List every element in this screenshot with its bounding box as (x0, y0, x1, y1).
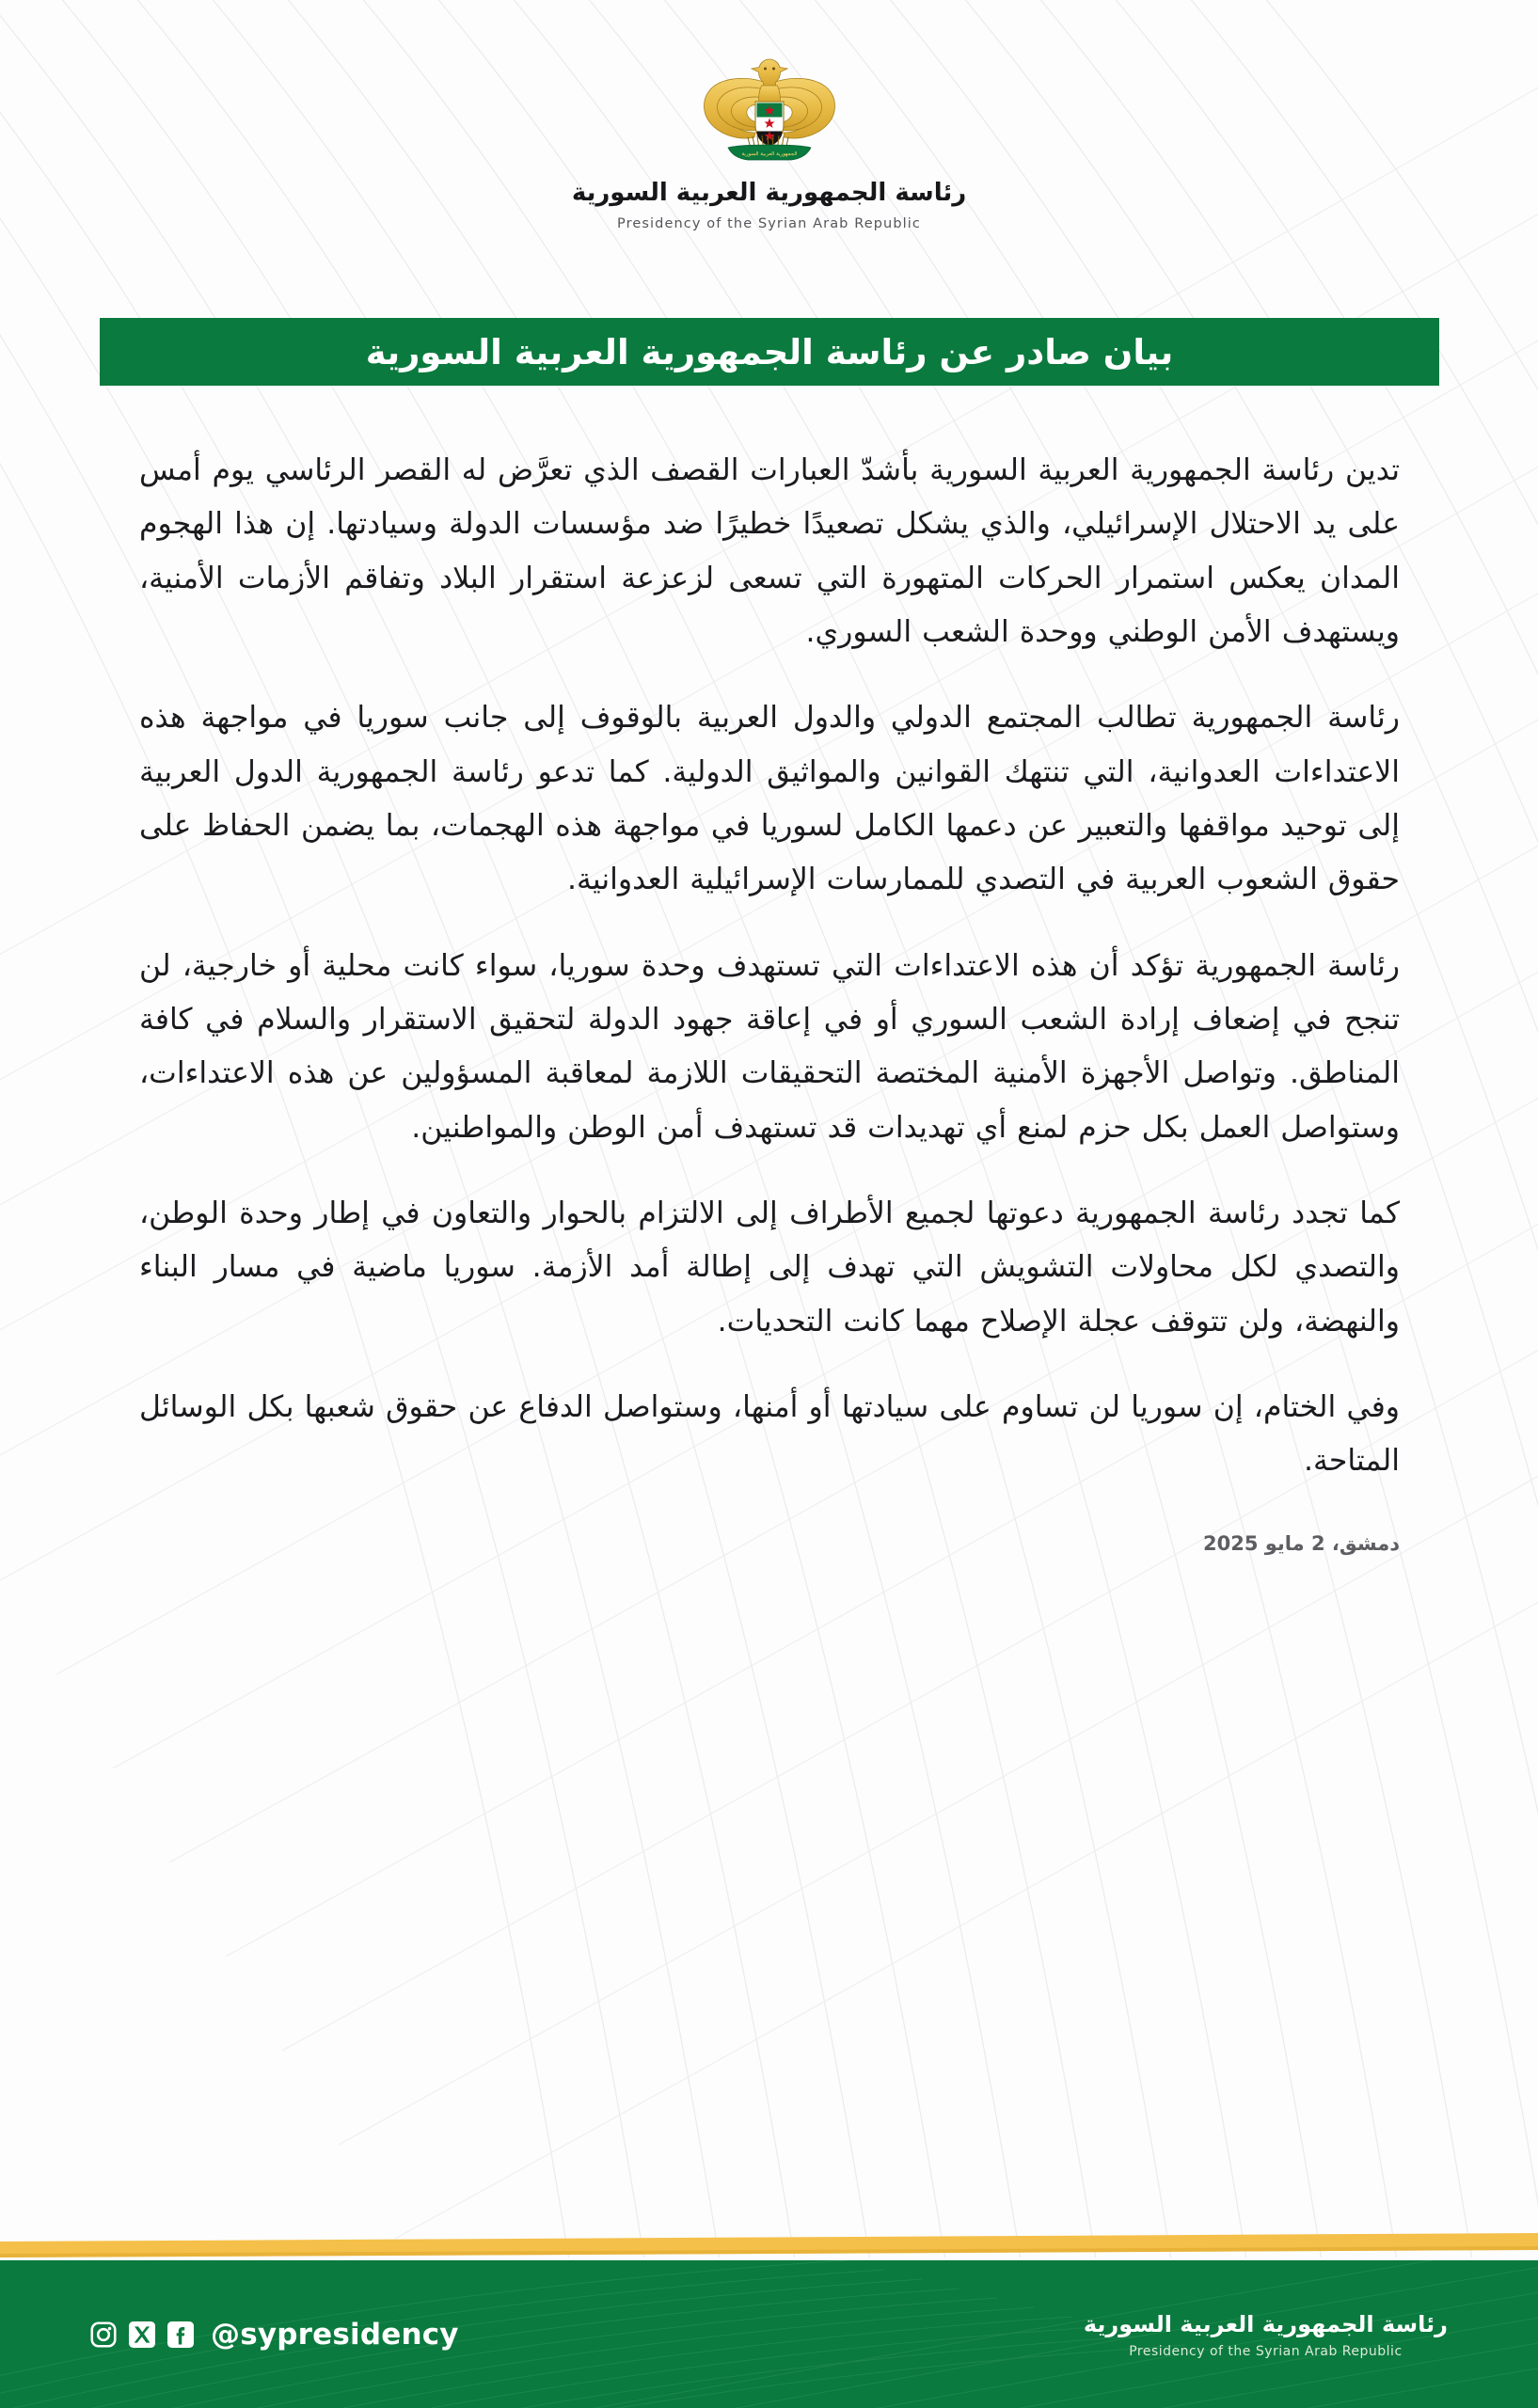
statement-title: بيان صادر عن رئاسة الجمهورية العربية السورية (365, 331, 1174, 372)
masthead-title-en: Presidency of the Syrian Arab Republic (617, 216, 921, 232)
statement-dateline: دمشق، 2 مايو 2025 (1202, 1531, 1400, 1555)
statement-body (139, 444, 1400, 1555)
masthead-title-ar: رئاسة الجمهورية العربية السورية (571, 179, 967, 207)
statement-paragraph: رئاسة الجمهورية تطالب المجتمع الدولي والدول العربية بالوقوف إلى جانب سوريا في مواجهة هذه الاعتداءات العدوانية، التي تنتهك القوانين والمواثيق الدولية. كما تدعو رئاسة الجمهورية الدول العربية إلى توحيد مواقفها والتعبير عن دعمها الكامل لسوريا في مواجهة هذه الهجمات، بما يضمن الحفاظ على حقوق الشعوب العربية في التصدي للممارسات الإسرائيلية العدوانية. (139, 701, 1400, 897)
footer (0, 2260, 1538, 2408)
social-links[interactable] (90, 2318, 459, 2352)
statement-paragraph: وفي الختام، إن سوريا لن تساوم على سيادتها أو أمنها، وستواصل الدفاع عن حقوق شعبها بكل الوسائل المتاحة. (139, 1389, 1400, 1479)
footer-area (0, 2229, 1538, 2408)
footer-brand-en: Presidency of the Syrian Arab Republic (1129, 2343, 1403, 2359)
statement-paragraph: كما تجدد رئاسة الجمهورية دعوتها لجميع الأطراف إلى الالتزام بالحوار والتعاون في إطار وحدة الوطن، والتصدي لكل محاولات التشويش التي تهدف إلى إطالة أمد الأزمة. سوريا ماضية في مسار البناء والنهضة، ولن تتوقف عجلة الإصلاح مهما كانت التحديات. (139, 1196, 1400, 1339)
svg-text:الجمهورية العربية السورية: الجمهورية العربية السورية (740, 151, 798, 157)
footer-brand (1084, 2310, 1448, 2359)
footer-brand-ar: رئاسة الجمهورية العربية السورية (1083, 2310, 1448, 2337)
statement-paragraph: تدين رئاسة الجمهورية العربية السورية بأشدّ العبارات القصف الذي تعرَّض له القصر الرئاسي يوم أمس على يد الاحتلال الإسرائيلي، والذي يشكل تصعيدًا خطيرًا ضد مؤسسات الدولة وسيادتها. إن هذا الهجوم المدان يعكس استمرار الحركات المتهورة التي تسعى لزعزعة استقرار البلاد وتفاقم الأزمات الأمنية، ويستهدف الأمن الوطني ووحدة الشعب السوري. (139, 453, 1400, 649)
x-twitter-icon[interactable] (129, 2321, 155, 2348)
gold-divider-strip (0, 2229, 1538, 2258)
masthead (0, 0, 1538, 292)
statement-title-banner (100, 318, 1439, 386)
facebook-icon[interactable] (167, 2321, 194, 2348)
social-handle[interactable]: @sypresidency (211, 2317, 459, 2352)
syrian-eagle-emblem (699, 55, 840, 166)
instagram-icon[interactable] (90, 2321, 117, 2348)
statement-paragraph: رئاسة الجمهورية تؤكد أن هذه الاعتداءات التي تستهدف وحدة سوريا، سواء كانت محلية أو خارجية، لن تنجح في إضعاف إرادة الشعب السوري أو في إعاقة جهود الدولة لتحقيق الاستقرار والسلام في كافة المناطق. وتواصل الأجهزة الأمنية المختصة التحقيقات اللازمة لمعاقبة المسؤولين عن هذه الاعتداءات، وستواصل العمل بكل حزم لمنع أي تهديدات قد تستهدف أمن الوطن والمواطنين. (139, 948, 1400, 1145)
